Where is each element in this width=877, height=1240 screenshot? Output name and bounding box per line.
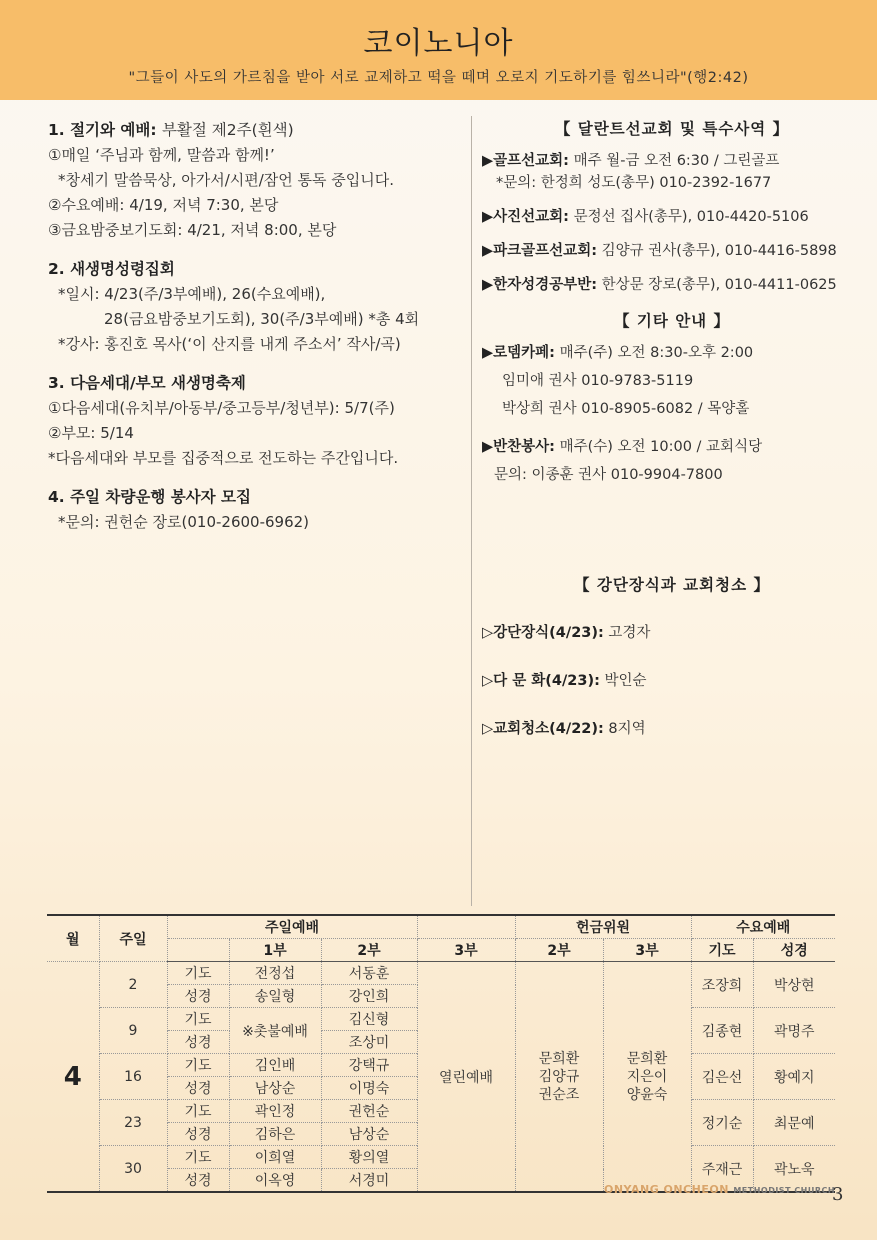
announcement-line: ②부모: 5/14 xyxy=(48,424,134,442)
column-divider xyxy=(471,116,472,906)
altar-label: ▷강단장식(4/23): xyxy=(482,625,604,641)
person-cell: 강인희 xyxy=(321,985,417,1008)
ministry-value: 김양규 권사(총무), 010-4416-5898 xyxy=(601,243,837,259)
role-cell: 성경 xyxy=(167,1077,229,1100)
ministry-label: ▶골프선교회: xyxy=(482,153,569,169)
header-bible: 성경 xyxy=(753,939,835,962)
person-cell: 이희열 xyxy=(229,1146,321,1169)
role-cell: 성경 xyxy=(167,985,229,1008)
ministry-column xyxy=(482,118,862,766)
ministry-item-hanja xyxy=(482,274,862,296)
header-2bu: 2부 xyxy=(321,939,417,962)
announcement-line: ①매일 ‘주님과 함께, 말씀과 함께!’ xyxy=(48,146,275,164)
altar-value: 고경자 xyxy=(608,625,651,641)
page-title: 코이노니아 xyxy=(363,26,514,61)
ministry-value: 매주(주) 오전 8:30-오후 2:00 xyxy=(559,345,754,361)
role-cell: 기도 xyxy=(167,1054,229,1077)
altar-value: 8지역 xyxy=(608,721,646,737)
ministry-item-cafe xyxy=(482,342,862,420)
section-heading: 2. 새생명성령집회 xyxy=(48,260,175,278)
church-logo: ONYANG ONCHEON METHODIST CHURCH xyxy=(604,1183,836,1196)
ministry-item-parkgolf xyxy=(482,240,862,262)
section-heading-value: 부활절 제2주(흰색) xyxy=(161,121,294,139)
open-worship-cell: 열린예배 xyxy=(417,962,515,1193)
altar-item-clean xyxy=(482,718,862,740)
ministry-label: ▶사진선교회: xyxy=(482,209,569,225)
person-cell: 이옥영 xyxy=(229,1169,321,1193)
person-cell: 서동훈 xyxy=(321,962,417,985)
person-cell: 전정섭 xyxy=(229,962,321,985)
person-cell: 강택규 xyxy=(321,1054,417,1077)
ministry-item-photo xyxy=(482,206,862,228)
section-heading: 4. 주일 차량운행 봉사자 모집 xyxy=(48,488,251,506)
person-cell: 서경미 xyxy=(321,1169,417,1193)
role-cell: 성경 xyxy=(167,1031,229,1054)
wed-pray-cell: 주재근 xyxy=(691,1146,753,1193)
person-cell: 김하은 xyxy=(229,1123,321,1146)
person-cell: 권헌순 xyxy=(321,1100,417,1123)
person-cell: 황의열 xyxy=(321,1146,417,1169)
wed-pray-cell: 김은선 xyxy=(691,1054,753,1100)
sunday-cell: 9 xyxy=(99,1008,167,1054)
section-heading: 3. 다음세대/부모 새생명축제 xyxy=(48,374,246,392)
ministry-label: ▶파크골프선교회: xyxy=(482,243,597,259)
person-cell: 이명숙 xyxy=(321,1077,417,1100)
announcement-line: ①다음세대(유치부/아동부/중고등부/청년부): 5/7(주) xyxy=(48,399,395,417)
ministry-value: 매주 월-금 오전 6:30 / 그린골프 xyxy=(573,153,780,169)
altar-item-deco xyxy=(482,622,862,644)
announcement-line: ③금요밤중보기도회: 4/21, 저녁 8:00, 본당 xyxy=(48,221,337,239)
table-row xyxy=(47,962,835,985)
ministry-label: ▶반찬봉사: xyxy=(482,439,555,455)
person-cell: 남상순 xyxy=(229,1077,321,1100)
wed-bible-cell: 박상현 xyxy=(753,962,835,1008)
header-banner xyxy=(0,0,877,100)
altar-item-flower xyxy=(482,670,862,692)
month-cell: 4 xyxy=(47,962,99,1193)
sunday-cell: 2 xyxy=(99,962,167,1008)
person-cell: 송일형 xyxy=(229,985,321,1008)
header-pray: 기도 xyxy=(691,939,753,962)
announcement-line: *다음세대와 부모를 집중적으로 전도하는 주간입니다. xyxy=(48,449,399,467)
section-revival xyxy=(48,257,463,357)
role-cell: 성경 xyxy=(167,1169,229,1193)
header-wednesday: 수요예배 xyxy=(691,915,835,939)
announcements-column xyxy=(48,118,463,549)
header-3bu: 3부 xyxy=(417,939,515,962)
section-worship xyxy=(48,118,463,243)
ministry-item-golf xyxy=(482,150,862,194)
announcement-line: ②수요예배: 4/19, 저녁 7:30, 본당 xyxy=(48,196,279,214)
section-volunteer xyxy=(48,485,463,535)
ministry-label: ▶로뎀카페: xyxy=(482,345,555,361)
announcement-line: *창세기 말씀묵상, 아가서/시편/잠언 통독 중입니다. xyxy=(58,171,395,189)
person-cell: 남상순 xyxy=(321,1123,417,1146)
header-sunday: 주일 xyxy=(99,915,167,962)
role-cell: 성경 xyxy=(167,1123,229,1146)
offering-3bu-cell: 문희환 지은이 양윤숙 xyxy=(603,962,691,1193)
person-cell: ※촛불예배 xyxy=(229,1008,321,1054)
wed-pray-cell: 김종현 xyxy=(691,1008,753,1054)
announcement-line: *문의: 권헌순 장로(010-2600-6962) xyxy=(58,513,310,531)
service-schedule-table xyxy=(47,914,835,1193)
wed-pray-cell: 조장희 xyxy=(691,962,753,1008)
wed-bible-cell: 곽명주 xyxy=(753,1008,835,1054)
person-cell: 김신형 xyxy=(321,1008,417,1031)
offering-2bu-cell: 문희환 김양규 권순조 xyxy=(515,962,603,1193)
box-title-altar: 【 강단장식과 교회청소 】 xyxy=(574,576,770,594)
person-cell: 곽인정 xyxy=(229,1100,321,1123)
sunday-cell: 30 xyxy=(99,1146,167,1193)
section-festival xyxy=(48,371,463,471)
header-sunday-worship: 주일예배 xyxy=(167,915,417,939)
box-title-etc: 【 기타 안내 】 xyxy=(613,312,731,330)
ministry-label: ▶한자성경공부반: xyxy=(482,277,597,293)
altar-value: 박인순 xyxy=(604,673,647,689)
sunday-cell: 16 xyxy=(99,1054,167,1100)
header-offering: 헌금위원 xyxy=(515,915,691,939)
altar-label: ▷다 문 화(4/23): xyxy=(482,673,600,689)
person-cell: 김인배 xyxy=(229,1054,321,1077)
wed-bible-cell: 황예지 xyxy=(753,1054,835,1100)
wed-bible-cell: 최문예 xyxy=(753,1100,835,1146)
ministry-value: 문정선 집사(총무), 010-4420-5106 xyxy=(573,209,809,225)
header-month: 월 xyxy=(47,915,99,962)
ministry-item-banchan xyxy=(482,436,862,486)
ministry-sub: 임미애 권사 010-9783-5119 xyxy=(502,373,694,389)
ministry-sub: *문의: 한정희 성도(총무) 010-2392-1677 xyxy=(496,175,772,191)
header-offering-2bu: 2부 xyxy=(515,939,603,962)
box-title-talent: 【 달란트선교회 및 특수사역 】 xyxy=(554,120,790,138)
bible-verse: "그들이 사도의 가르침을 받아 서로 교제하고 떡을 떼며 오로지 기도하기를 힘쓰니라"(행2:42) xyxy=(128,70,749,86)
ministry-sub: 박상희 권사 010-8905-6082 / 목양홀 xyxy=(502,401,750,417)
announcement-line: *일시: 4/23(주/3부예배), 26(수요예배), xyxy=(58,285,326,303)
page-number: 3 xyxy=(832,1184,844,1205)
ministry-value: 매주(수) 오전 10:00 / 교회식당 xyxy=(559,439,763,455)
announcement-line: 28(금요밤중보기도회), 30(주/3부예배) *총 4회 xyxy=(104,310,420,328)
sunday-cell: 23 xyxy=(99,1100,167,1146)
header-1bu: 1부 xyxy=(229,939,321,962)
altar-label: ▷교회청소(4/22): xyxy=(482,721,604,737)
ministry-sub: 문의: 이종훈 권사 010-9904-7800 xyxy=(494,467,723,483)
role-cell: 기도 xyxy=(167,1146,229,1169)
role-cell: 기도 xyxy=(167,1100,229,1123)
announcement-line: *강사: 홍진호 목사(‘이 산지를 내게 주소서’ 작사/곡) xyxy=(58,335,401,353)
section-heading: 1. 절기와 예배: xyxy=(48,121,157,139)
role-cell: 기도 xyxy=(167,962,229,985)
ministry-value: 한상문 장로(총무), 010-4411-0625 xyxy=(601,277,837,293)
header-offering-3bu: 3부 xyxy=(603,939,691,962)
wed-bible-cell: 곽노욱 xyxy=(753,1146,835,1193)
role-cell: 기도 xyxy=(167,1008,229,1031)
person-cell: 조상미 xyxy=(321,1031,417,1054)
wed-pray-cell: 정기순 xyxy=(691,1100,753,1146)
